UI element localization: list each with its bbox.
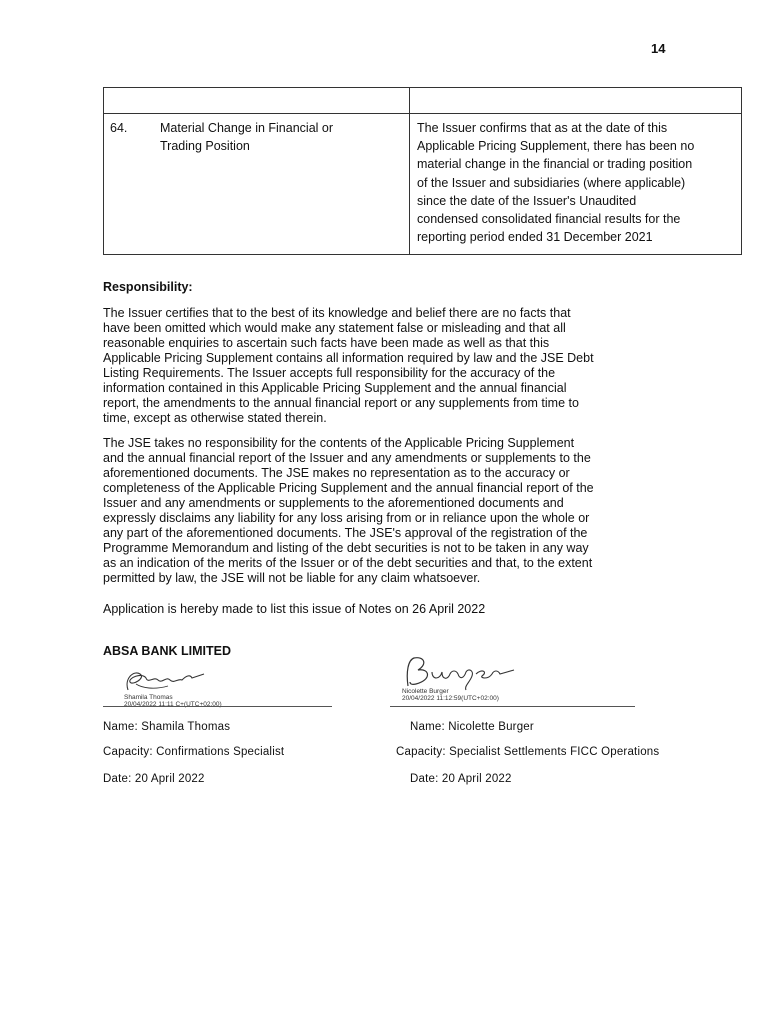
table-row [104,114,742,255]
signature-line-burger [390,706,635,707]
table-header-cell-left [104,88,410,114]
signature-thomas-image [120,664,210,698]
responsibility-heading: Responsibility: [103,280,193,294]
item-label-cell [104,114,410,255]
application-statement: Application is hereby made to list this issue of Notes on 26 April 2022 [103,602,486,616]
company-name: ABSA BANK LIMITED [103,644,232,658]
table-header-row [104,88,742,114]
signature-line-thomas [103,706,332,707]
signature-burger-stamp: Nicolette Burger 20/04/2022 11:12:59(UTC+02:00) [402,688,499,702]
responsibility-paragraph-1: The Issuer certifies that to the best of its knowledge and belief there are no facts that have been omitted which would make any statement false or misleading and that all reasonable enquiries to ascertain such facts have been made as well as that this Applicable Pricing Supplement contains all information required by law and the JSE Debt Listing Requirements. The Issuer accepts full responsibility for the accuracy of the information contained in this Applicable Pricing Supplement and the annual financial report, the amendments to the annual financial report or any supplements from time to time, except as otherwise stated therein. [103,306,594,425]
signatory-1-capacity: Capacity: Confirmations Specialist [103,746,285,758]
responsibility-section [103,280,673,627]
table-header-cell-right [410,88,742,114]
signatory-2-name: Name: Nicolette Burger [410,721,534,733]
signatory-1-name: Name: Shamila Thomas [103,721,231,733]
page-number: 14 [651,41,666,56]
item-table [103,87,742,255]
item-title: Material Change in Financial or Trading Position [160,121,334,154]
signatory-2-capacity: Capacity: Specialist Settlements FICC Operations [396,746,660,758]
signature-thomas-stamp: Shamila Thomas 20/04/2022 11:11 C+(UTC+02:00) [124,694,222,708]
signatory-1-date: Date: 20 April 2022 [103,773,205,785]
item-text: The Issuer confirms that as at the date of this Applicable Pricing Supplement, there has been no material change in the financial or trading position of the Issuer and subsidiaries (where applicable) since the date of the Issuer's Unaudited condensed consolidated financial results for the reporting period ended 31 December 2021 [417,121,695,245]
responsibility-paragraph-2: The JSE takes no responsibility for the contents of the Applicable Pricing Supplement and the annual financial report of the Issuer and any amendments or supplements to the aforementioned documents. The JSE makes no representation as to the accuracy or completeness of the Applicable Pricing Supplement and the annual financial report of the Issuer and any amendments or supplements to the aforementioned documents and expressly disclaims any liability for any loss arising from or in reliance upon the whole or any part of the aforementioned documents. The JSE's approval of the registration of the Programme Memorandum and listing of the debt securities is not to be taken in any way as an indication of the merits of the Issuer or of the debt securities and that, to the extent permitted by law, the JSE will not be liable for any claim whatsoever. [103,436,594,585]
item-text-cell [410,114,742,255]
signatory-2-date: Date: 20 April 2022 [410,773,512,785]
item-number: 64. [110,121,128,135]
